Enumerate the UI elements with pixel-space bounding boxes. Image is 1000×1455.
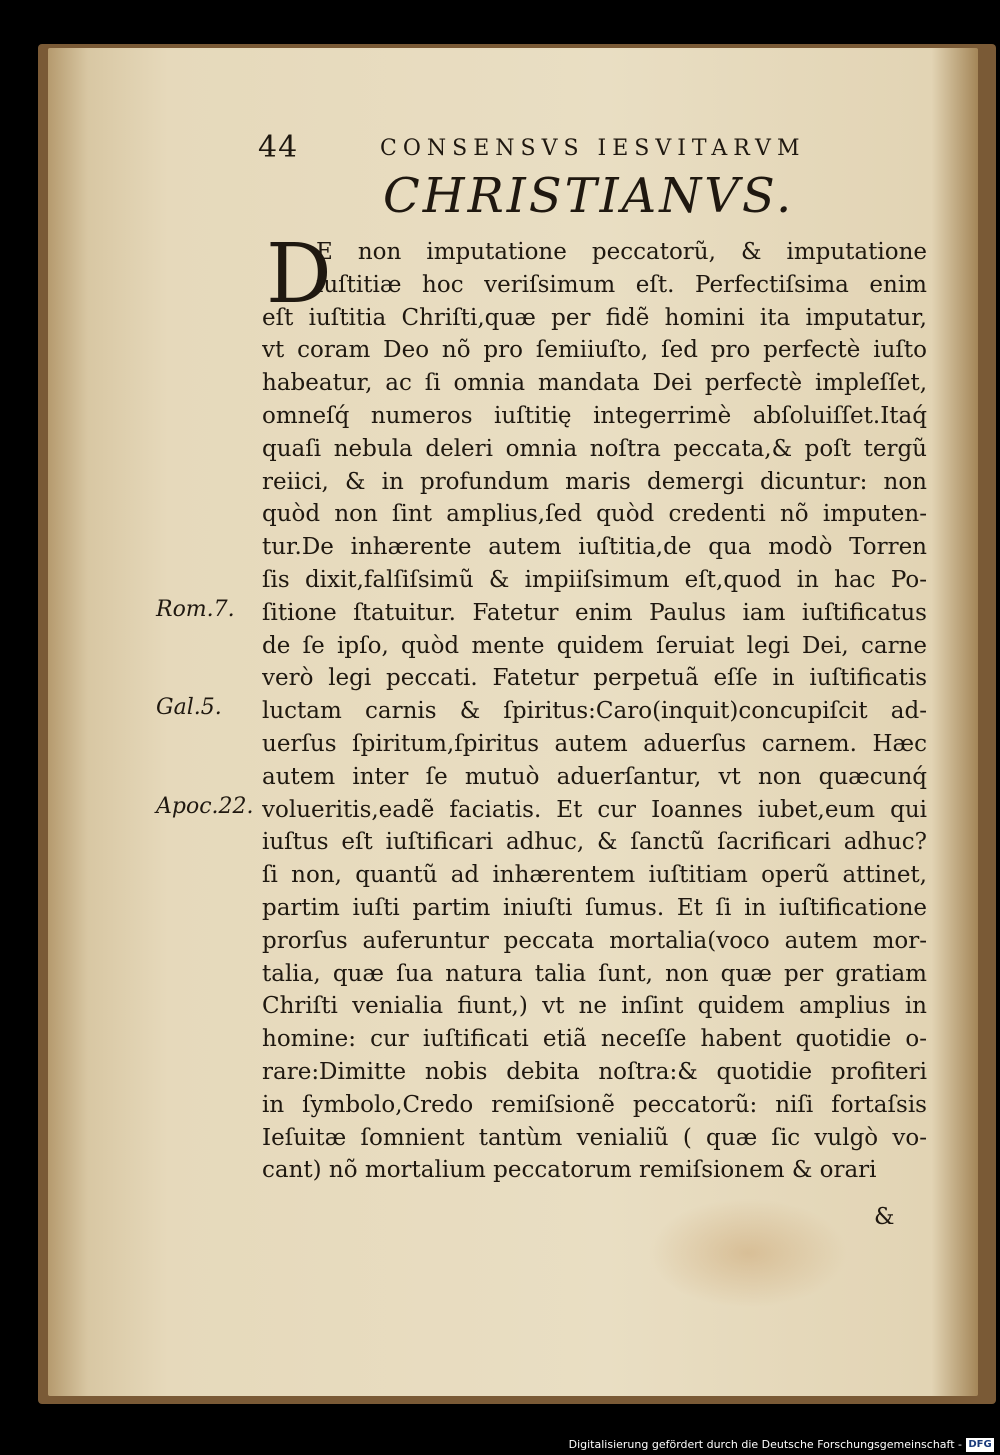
text-line: luctam carnis & ſpiritus:Caro(inquit)concupiſcit ad-	[262, 698, 927, 725]
text-line: reiici, & in profundum maris demergi dicuntur: non	[262, 468, 927, 495]
text-line: homine: cur iuſtificati etiã neceſſe habent quotidie o-	[262, 1026, 927, 1053]
text-line: verò legi peccati. Fatetur perpetuã eſſe in iuſtificatis	[262, 665, 927, 692]
text-line: talia, quæ ſua natura talia ſunt, non quæ per gratiam	[262, 960, 927, 987]
text-line: ſitione ſtatuitur. Fatetur enim Paulus iam iuſtificatus	[262, 599, 927, 626]
page-header	[258, 130, 858, 166]
text-line: in ſymbolo,Credo remiſsionẽ peccatorũ: niſi fortaſsis	[262, 1091, 927, 1118]
drop-cap-initial: D	[266, 227, 332, 322]
page-number: 44	[258, 130, 299, 165]
text-line: habeatur, ac ſi omnia mandata Dei perfectè impleſſet,	[262, 370, 927, 397]
water-stain	[648, 1198, 848, 1308]
text-line: E non imputatione peccatorũ, & imputatione	[316, 239, 927, 265]
text-line: Chriſti venialia fiunt,) vt ne inſint quidem amplius in	[262, 993, 927, 1020]
margin-note: Gal.5.	[156, 695, 222, 721]
text-line: Ieſuitæ ſomnient tantùm venialiũ ( quæ ſic vulgò vo-	[262, 1124, 927, 1151]
margin-note: Rom.7.	[156, 596, 235, 622]
text-line: cant) nõ mortalium peccatorum remiſsionem & orari	[262, 1157, 877, 1184]
section-title: CHRISTIANVS.	[383, 168, 795, 224]
text-line: partim iuſti partim iniuſti ſumus. Et ſi in iuſtificatione	[262, 894, 927, 921]
text-line: volueritis,eadẽ faciatis. Et cur Ioannes iubet,eum qui	[262, 796, 927, 823]
text-line: autem inter ſe mutuò aduerſantur, vt non quæcunq́	[262, 763, 927, 790]
text-line: prorſus auferuntur peccata mortalia(voco autem mor-	[262, 927, 927, 954]
text-line: ſis dixit,falſiſsimũ & impiiſsimum eſt,quod in hac Po-	[262, 566, 927, 593]
footer-bar	[0, 1436, 1000, 1455]
text-line: de ſe ipſo, quòd mente quidem ſeruiat legi Dei, carne	[262, 632, 927, 659]
body-text	[262, 227, 927, 1187]
text-line: iuſtitiæ hoc veriſsimum eſt. Perfectiſsima enim	[316, 271, 927, 298]
text-line: uerſus ſpiritum,ſpiritus autem aduerſus carnem. Hæc	[262, 730, 927, 757]
text-line: eſt iuſtitia Chriſti,quæ per fidẽ homini ita imputatur,	[262, 304, 927, 331]
footer-credit: Digitalisierung gefördert durch die Deutsche Forschungsgemeinschaft -	[568, 1438, 962, 1451]
book-page	[48, 48, 978, 1396]
running-title: CONSENSVS IESVITARVM	[380, 136, 806, 161]
dfg-logo: DFG	[966, 1438, 994, 1452]
margin-note: Apoc.22.	[156, 793, 254, 819]
text-line: tur.De inhærente autem iuſtitia,de qua modò Torren	[262, 534, 927, 561]
text-line: quaſi nebula deleri omnia noſtra peccata,& poſt tergũ	[262, 435, 927, 462]
catchword: &	[874, 1204, 895, 1230]
text-line: omneſq́ numeros iuſtitię integerrimè abſoluiſſet.Itaq́	[262, 402, 927, 429]
text-line: ſi non, quantũ ad inhærentem iuſtitiam operũ attinet,	[262, 862, 927, 889]
text-line: iuſtus eſt iuſtificari adhuc, & ſanctũ ſacrificari adhuc?	[262, 829, 927, 856]
text-line: vt coram Deo nõ pro ſemiiuſto, ſed pro perfectè iuſto	[262, 337, 927, 364]
text-line: quòd non ſint amplius,ſed quòd credenti nõ imputen-	[262, 501, 927, 528]
text-line: rare:Dimitte nobis debita noſtra:& quotidie profiteri	[262, 1058, 927, 1085]
